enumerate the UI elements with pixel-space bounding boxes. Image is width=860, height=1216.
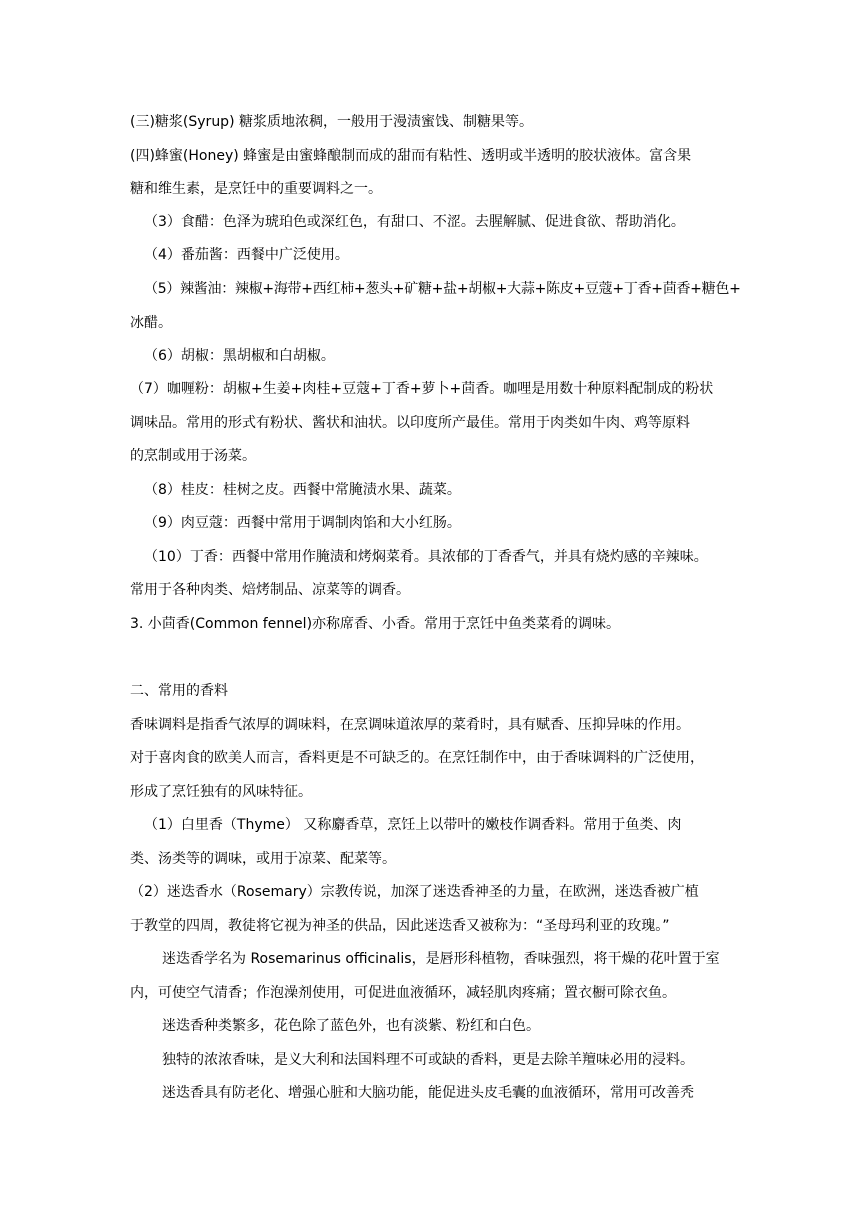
item-cinnamon: （8）桂皮：桂树之皮。西餐中常腌渍水果、蔬菜。 <box>144 482 461 498</box>
item-clove-cont: 常用于各种肉类、焙烤制品、凉菜等的调香。 <box>130 582 410 598</box>
rosemary-para-1-cont: 内，可使空气清香；作泡澡剂使用，可促进血液循环，减轻肌肉疼痛；置衣橱可除衣鱼。 <box>130 985 676 1001</box>
item-pepper: （6）胡椒：黑胡椒和白胡椒。 <box>144 348 335 364</box>
rosemary-para-4: 迷迭香具有防老化、增强心脏和大脑功能，能促进头皮毛囊的血液循环，常用可改善秃 <box>162 1085 694 1101</box>
item-rosemary-cont: 于教堂的四周，教徒将它视为神圣的供品，因此迷迭香又被称为：“圣母玛利亚的玫瑰。” <box>130 918 670 934</box>
item-worcestershire: （5）辣酱油：辣椒+海带+西红柿+葱头+矿糖+盐+胡椒+大蒜+陈皮+豆蔻+丁香+茴香+糖色+ <box>144 281 741 297</box>
paragraph-honey-cont: 糖和维生素，是烹饪中的重要调料之一。 <box>130 181 382 197</box>
spices-intro-1: 香味调料是指香气浓厚的调味料，在烹调味道浓厚的菜肴时，具有赋香、压抑异味的作用。 <box>130 717 690 733</box>
section-heading-spices: 二、常用的香料 <box>130 683 228 699</box>
paragraph-syrup: (三)糖浆(Syrup) 糖浆质地浓稠，一般用于漫渍蜜饯、制糖果等。 <box>130 114 533 130</box>
rosemary-para-3: 独特的浓浓香味，是义大利和法国料理不可或缺的香料，更是去除羊羶味必用的浸料。 <box>162 1052 694 1068</box>
item-worcestershire-cont: 冰醋。 <box>130 315 172 331</box>
item-curry-cont-2: 的烹制或用于汤菜。 <box>130 448 256 464</box>
rosemary-para-1: 迷迭香学名为 Rosemarinus officinalis，是唇形科植物，香味强烈，将干燥的花叶置于室 <box>162 951 720 967</box>
rosemary-para-2: 迷迭香种类繁多，花色除了蓝色外，也有淡紫、粉红和白色。 <box>162 1018 540 1034</box>
item-thyme-cont: 类、汤类等的调味，或用于凉菜、配菜等。 <box>130 851 396 867</box>
spices-intro-3: 形成了烹饪独有的风味特征。 <box>130 784 312 800</box>
item-clove: （10）丁香：西餐中常用作腌渍和烤焖菜肴。具浓郁的丁香香气，并具有烧灼感的辛辣味。 <box>144 549 708 565</box>
spices-intro-2: 对于喜肉食的欧美人而言，香料更是不可缺乏的。在烹饪制作中，由于香味调料的广泛使用， <box>130 750 704 766</box>
item-fennel: 3. 小茴香(Common fennel)亦称席香、小香。常用于烹饪中鱼类菜肴的调味。 <box>130 616 621 632</box>
item-curry-cont-1: 调味品。常用的形式有粉状、酱状和油状。以印度所产最佳。常用于肉类如牛肉、鸡等原料 <box>130 415 690 431</box>
item-nutmeg: （9）肉豆蔻：西餐中常用于调制肉馅和大小红肠。 <box>144 515 461 531</box>
item-rosemary: （2）迷迭香水（Rosemary）宗教传说，加深了迷迭香神圣的力量，在欧洲，迷迭香被广植 <box>130 884 699 900</box>
item-curry: （7）咖喱粉：胡椒+生姜+肉桂+豆蔻+丁香+萝卜+茴香。咖哩是用数十种原料配制成的粉状 <box>130 381 714 397</box>
item-thyme: （1）白里香（Thyme） 又称麝香草，烹饪上以带叶的嫩枝作调香料。常用于鱼类、肉 <box>144 817 682 833</box>
item-ketchup: （4）番茄酱：西餐中广泛使用。 <box>144 247 349 263</box>
item-vinegar: （3）食醋：色泽为琥珀色或深红色，有甜口、不涩。去腥解腻、促进食欲、帮助消化。 <box>144 214 685 230</box>
paragraph-honey: (四)蜂蜜(Honey) 蜂蜜是由蜜蜂酿制而成的甜而有粘性、透明或半透明的胶状液体。富含果 <box>130 148 692 164</box>
